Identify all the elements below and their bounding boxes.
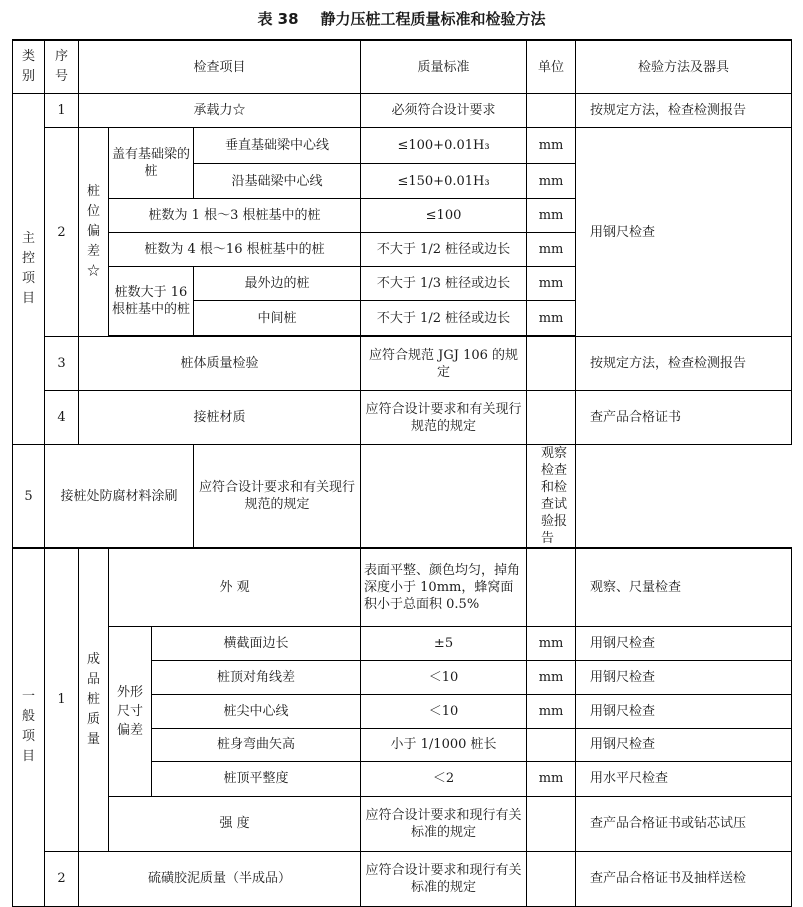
seq-cell: 1 <box>45 548 79 851</box>
method-cell: 用水平尺检查 <box>576 761 792 796</box>
beam-pile-label: 盖有基础梁的桩 <box>109 128 194 199</box>
standard-cell: 不大于 1/2 桩径或边长 <box>361 233 527 267</box>
header-category: 类别 <box>13 40 45 94</box>
standard-cell: 小于 1/1000 桩长 <box>361 728 527 761</box>
seq-cell: 2 <box>45 851 79 906</box>
item-cell: 接桩材质 <box>79 391 361 445</box>
unit-cell: mm <box>527 301 576 336</box>
table-title-text: 静力压桩工程质量标准和检验方法 <box>320 10 546 28</box>
method-cell: 按规定方法，检查检测报告 <box>576 337 792 391</box>
header-item: 检查项目 <box>79 40 361 94</box>
seq-cell: 1 <box>45 94 79 128</box>
method-cell: 用钢尺检查 <box>576 694 792 728</box>
unit-cell: mm <box>527 128 576 164</box>
unit-cell: mm <box>527 694 576 728</box>
unit-cell <box>527 548 576 626</box>
method-cell: 查产品合格证书或钻芯试压 <box>576 796 792 851</box>
standard-cell: ＜10 <box>361 660 527 694</box>
method-cell: 查产品合格证书及抽样送检 <box>576 851 792 906</box>
item-cell: 桩数为 1 根～3 根桩基中的桩 <box>109 199 361 233</box>
unit-cell: mm <box>527 164 576 199</box>
table-row <box>13 548 792 626</box>
dimension-deviation-label: 外形尺寸偏差 <box>109 626 152 796</box>
unit-cell <box>527 796 576 851</box>
header-seq: 序号 <box>45 40 79 94</box>
standard-cell: 应符合设计要求和现行有关标准的规定 <box>361 796 527 851</box>
method-cell: 按规定方法，检查检测报告 <box>576 94 792 128</box>
table-row <box>13 94 792 128</box>
table-row <box>13 337 792 391</box>
standard-cell: 应符合设计要求和有关现行规范的规定 <box>194 445 361 549</box>
seq-cell: 5 <box>13 445 45 549</box>
item-cell: 桩顶平整度 <box>152 761 361 796</box>
item-cell: 桩体质量检验 <box>79 337 361 391</box>
category-main: 主控项目 <box>13 94 45 445</box>
item-cell: 硫磺胶泥质量（半成品） <box>79 851 361 906</box>
unit-cell <box>527 851 576 906</box>
quality-standard-table <box>12 39 792 907</box>
item-cell: 桩身弯曲矢高 <box>152 728 361 761</box>
seq-cell: 2 <box>45 128 79 337</box>
unit-cell <box>361 445 527 549</box>
method-cell: 查产品合格证书 <box>576 391 792 445</box>
unit-cell <box>527 391 576 445</box>
unit-cell: mm <box>527 233 576 267</box>
unit-cell: mm <box>527 660 576 694</box>
method-cell: 用钢尺检查 <box>576 128 792 337</box>
standard-cell: ＜2 <box>361 761 527 796</box>
standard-cell: 表面平整、颜色均匀，掉角深度小于 10mm，蜂窝面积小于总面积 0.5% <box>361 548 527 626</box>
item-cell: 桩数为 4 根～16 根桩基中的桩 <box>109 233 361 267</box>
group-finished-pile: 成品桩质量 <box>79 548 109 851</box>
table-row <box>13 626 792 660</box>
table-row <box>13 128 792 164</box>
table-row <box>13 391 792 445</box>
item-cell: 沿基础梁中心线 <box>194 164 361 199</box>
method-cell: 观察检查和检查试验报告 <box>527 445 576 549</box>
item-cell: 承载力☆ <box>79 94 361 128</box>
table-title <box>0 8 803 32</box>
group-pile-position: 桩位偏差☆ <box>79 128 109 337</box>
standard-cell: ＜10 <box>361 694 527 728</box>
standard-cell: ≤100+0.01H₃ <box>361 128 527 164</box>
standard-cell: 应符合规范 JGJ 106 的规定 <box>361 337 527 391</box>
standard-cell: 不大于 1/2 桩径或边长 <box>361 301 527 336</box>
unit-cell: mm <box>527 199 576 233</box>
standard-cell: ≤150+0.01H₃ <box>361 164 527 199</box>
table-row <box>13 445 792 549</box>
unit-cell <box>527 728 576 761</box>
table-number: 表 38 <box>257 10 299 28</box>
category-general: 一般项目 <box>13 548 45 906</box>
item-cell: 垂直基础梁中心线 <box>194 128 361 164</box>
standard-cell: 应符合设计要求和有关现行规范的规定 <box>361 391 527 445</box>
item-cell: 最外边的桩 <box>194 267 361 301</box>
seq-cell: 3 <box>45 337 79 391</box>
unit-cell <box>527 94 576 128</box>
header-row <box>13 40 792 94</box>
standard-cell: 不大于 1/3 桩径或边长 <box>361 267 527 301</box>
seq-cell: 4 <box>45 391 79 445</box>
unit-cell: mm <box>527 267 576 301</box>
header-unit: 单位 <box>527 40 576 94</box>
standard-cell: ≤100 <box>361 199 527 233</box>
item-cell: 强 度 <box>109 796 361 851</box>
item-cell: 横截面边长 <box>152 626 361 660</box>
over16-pile-label: 桩数大于 16 根桩基中的桩 <box>109 267 194 336</box>
item-cell: 桩尖中心线 <box>152 694 361 728</box>
method-cell: 用钢尺检查 <box>576 626 792 660</box>
method-cell: 用钢尺检查 <box>576 660 792 694</box>
method-cell: 观察、尺量检查 <box>576 548 792 626</box>
method-cell: 用钢尺检查 <box>576 728 792 761</box>
unit-cell <box>527 337 576 391</box>
unit-cell: mm <box>527 626 576 660</box>
table-row <box>13 796 792 851</box>
standard-cell: 应符合设计要求和现行有关标准的规定 <box>361 851 527 906</box>
item-cell: 外 观 <box>109 548 361 626</box>
header-method: 检验方法及器具 <box>576 40 792 94</box>
item-cell: 接桩处防腐材料涂刷 <box>45 445 194 549</box>
item-cell: 桩顶对角线差 <box>152 660 361 694</box>
header-standard: 质量标准 <box>361 40 527 94</box>
table-row <box>13 851 792 906</box>
standard-cell: 必须符合设计要求 <box>361 94 527 128</box>
unit-cell: mm <box>527 761 576 796</box>
item-cell: 中间桩 <box>194 301 361 336</box>
standard-cell: ±5 <box>361 626 527 660</box>
